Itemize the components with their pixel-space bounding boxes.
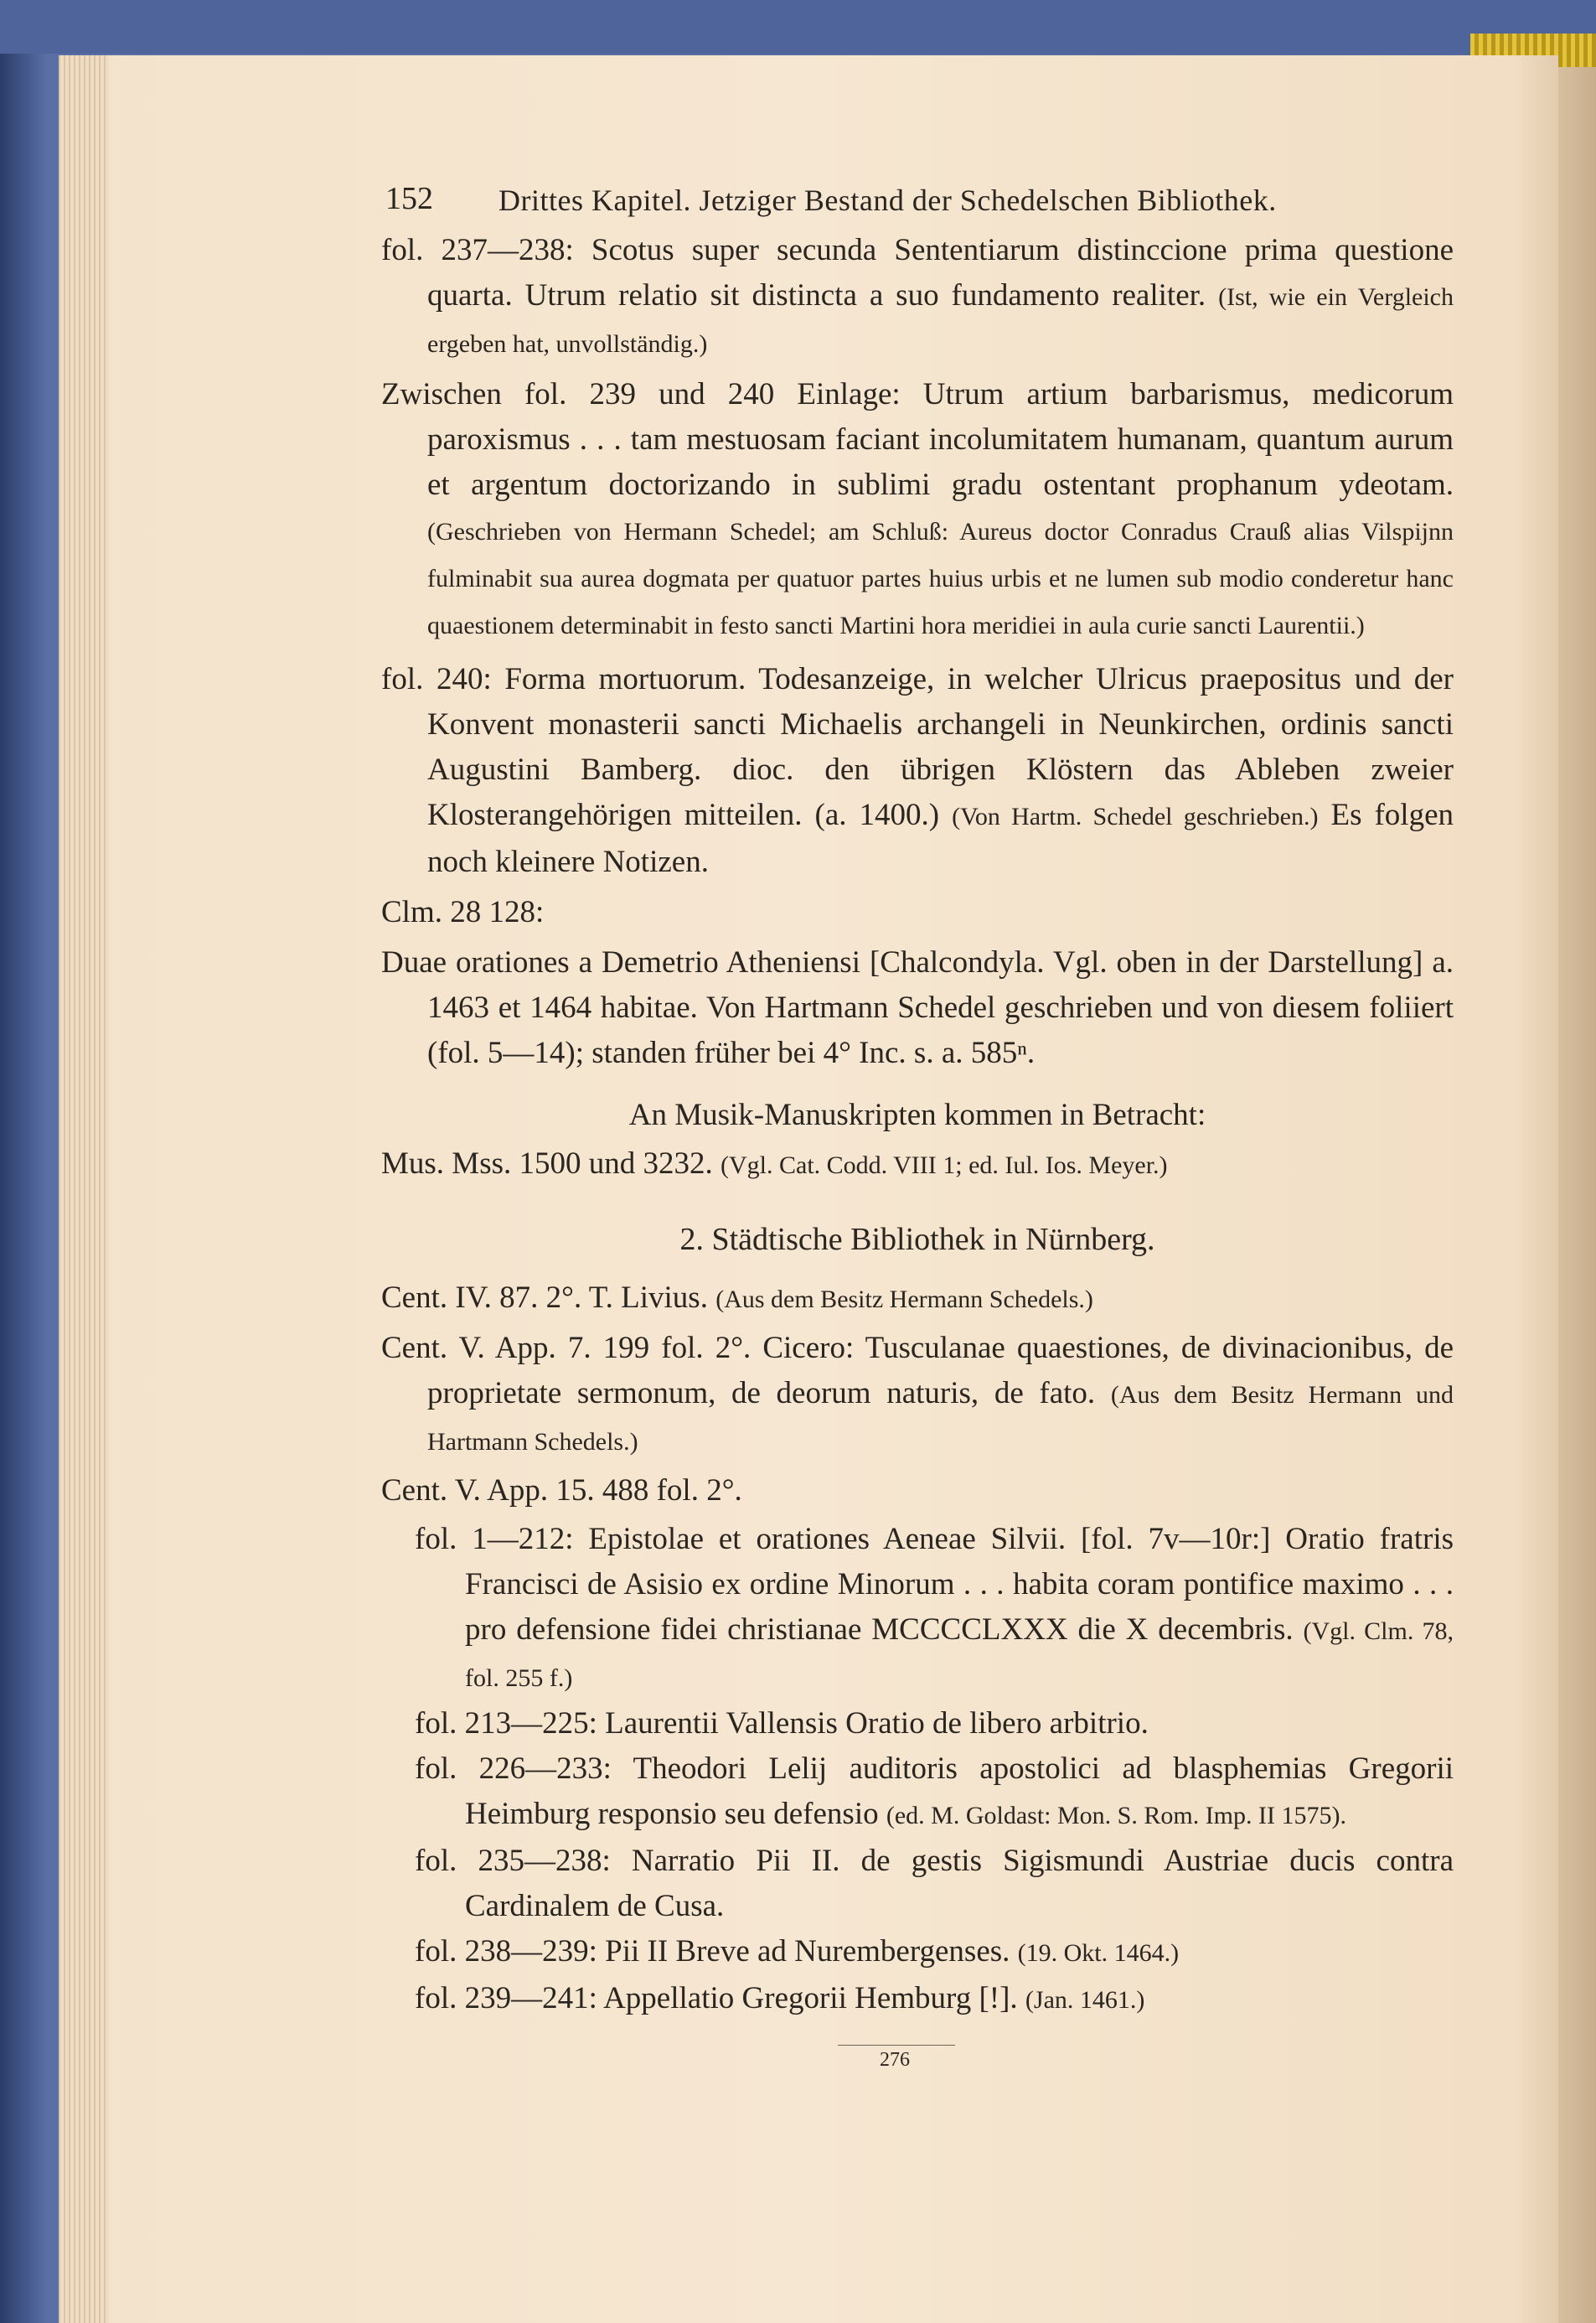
folio-238-239: fol. 238—239: Pii II Breve ad Nurembergenses. (19. Okt. 1464.) <box>415 1934 1180 1969</box>
stamp-number: 276 <box>880 2049 910 2071</box>
folio-213-225: fol. 213—225: Laurentii Vallensis Oratio de libero arbitrio. <box>415 1706 1149 1741</box>
folio-239-241: fol. 239—241: Appellatio Gregorii Hemburg [!]. (Jan. 1461.) <box>415 1981 1145 2015</box>
page-number: 152 <box>385 181 433 216</box>
stamp-rule <box>838 2045 955 2046</box>
cent-v-app-15: Cent. V. App. 15. 488 fol. 2°. <box>381 1473 742 1508</box>
folio-1-212: fol. 1—212: Epistolae et orationes Aeneae Silvii. [fol. 7v—10r:] Oratio fratris Francisci de Asisio ex ordine Minorum . . . habita coram pontifice maximo . . . pro defensione fidei christianae MCCCCLXXX die X decembris. (Vgl. Clm. 78, fol. 255 f.) <box>415 1522 1454 1692</box>
music-entry: Mus. Mss. 1500 und 3232. (Vgl. Cat. Codd. VIII 1; ed. Iul. Ios. Meyer.) <box>381 1146 1168 1181</box>
entry-fol-237: fol. 237—238: Scotus super secunda Sententiarum distinccione prima questione quarta. Utrum relatio sit distincta a suo fundamento realiter. (Ist, wie ein Vergleich ergeben hat, unvollständig.) <box>381 233 1454 358</box>
right-page-gutter <box>1558 67 1596 2323</box>
entry-einlage: Zwischen fol. 239 und 240 Einlage: Utrum artium barbarismus, medicorum paroxismus . . . tam mestuosam faciant incolumitatem humanam, quantum aurum et argentum doctorizando in sublimi gradu ostentant prophanum ydeotam. (Geschrieben von Hermann Schedel; am Schluß: Aureus doctor Conradus Crauß alias Vilspijnn fulminabit sua aurea dogmata per quatuor partes huius urbis et ne lumen sub modio conderetur hanc quaestionem determinabit in festo sancti Martini hora meridiei in aula curie sancti Laurentii.) <box>381 377 1454 639</box>
music-heading: An Musik-Manuskripten kommen in Betracht: <box>628 1098 1206 1132</box>
section-title: 2. Städtische Bibliothek in Nürnberg. <box>679 1222 1155 1257</box>
folio-235-238: fol. 235—238: Narratio Pii II. de gestis Sigismundi Austriae ducis contra Cardinalem de Cusa. <box>415 1844 1454 1923</box>
entry-fol-240: fol. 240: Forma mortuorum. Todesanzeige, in welcher Ulricus praepositus und der Konvent monasterii sancti Michaelis archangeli in Neunkirchen, ordinis sancti Augustini Bamberg. dioc. den übrigen Klöstern das Ableben zweier Klosterangehörigen mitteilen. (a. 1400.) (Von Hartm. Schedel geschrieben.) Es folgen noch kleinere Notizen. <box>381 662 1454 879</box>
clm-description: Duae orationes a Demetrio Atheniensi [Chalcondyla. Vgl. oben in der Darstellung] a. 1463 et 1464 habitae. Von Hartmann Schedel geschrieben und von diesem foliiert (fol. 5—14); standen früher bei 4° Inc. s. a. 585ⁿ. <box>381 945 1454 1070</box>
clm-label: Clm. 28 128: <box>381 895 545 929</box>
running-title: Drittes Kapitel. Jetziger Bestand der Schedelschen Bibliothek. <box>498 184 1277 217</box>
cent-iv-87: Cent. IV. 87. 2°. T. Livius. (Aus dem Besitz Hermann Schedels.) <box>381 1280 1093 1315</box>
page-edges <box>59 55 109 2323</box>
cover-top-edge <box>0 0 1596 54</box>
cent-v-app-7: Cent. V. App. 7. 199 fol. 2°. Cicero: Tusculanae quaestiones, de divinacionibus, de proprietate sermonum, de deorum naturis, de fato. (Aus dem Besitz Hermann und Hartmann Schedels.) <box>381 1331 1454 1456</box>
page-text <box>381 176 1454 2023</box>
folio-226-233: fol. 226—233: Theodori Lelij auditoris apostolici ad blasphemias Gregorii Heimburg responsio seu defensio (ed. M. Goldast: Mon. S. Rom. Imp. II 1575). <box>415 1751 1454 1831</box>
page-header <box>381 176 1454 228</box>
